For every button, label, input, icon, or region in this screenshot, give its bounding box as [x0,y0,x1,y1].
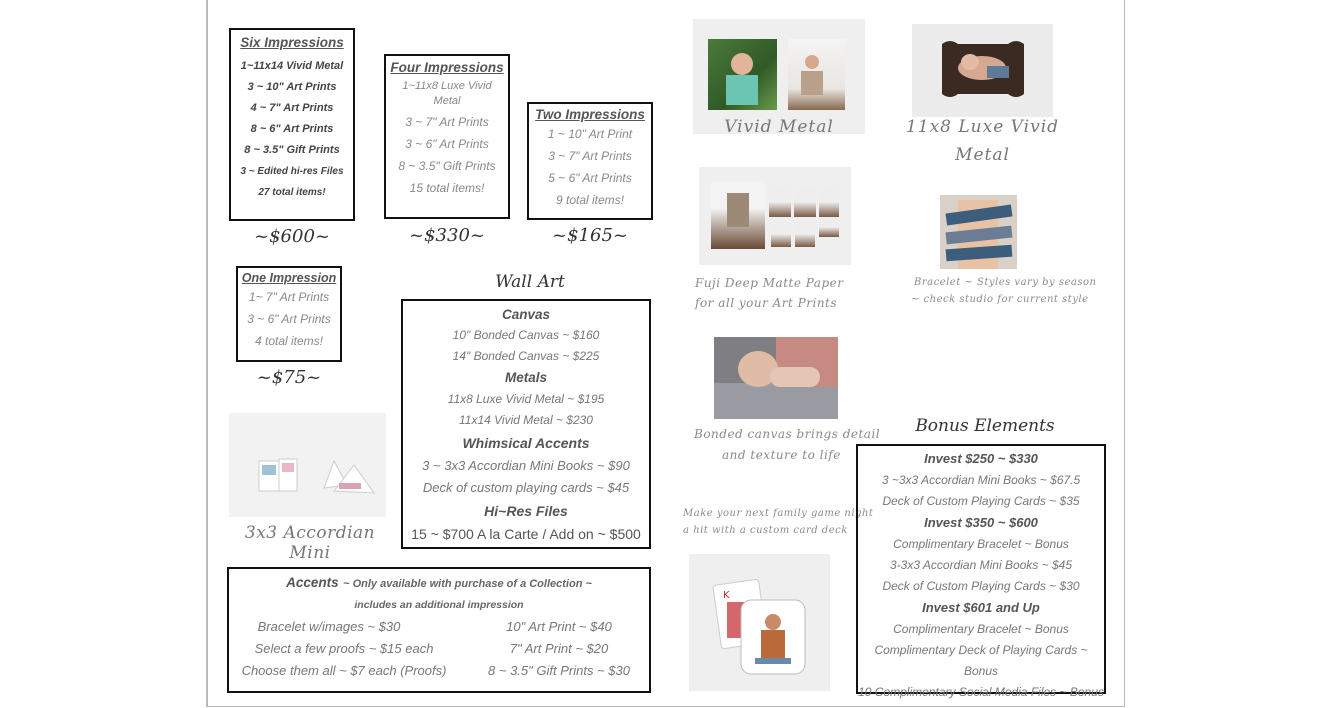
fuji-prints-photo [699,167,851,265]
caption-canvas-1: Bonded canvas brings detail [694,427,881,441]
accents-left-column [239,616,449,682]
collection-one-item: 1~ 7" Art Prints [248,290,330,304]
bonus-line: Complimentary Bracelet ~ Bonus [893,537,1069,551]
bonus-line: 3 ~3x3 Accordian Mini Books ~ $67.5 [881,473,1081,487]
wall-art-section-title: Metals [504,370,548,385]
collection-six-item: 3 ~ 10" Art Prints [247,81,337,93]
collection-four-price: ~$330~ [409,225,485,246]
accents-title: Accents [286,575,339,590]
wall-art-line: 11x14 Vivid Metal ~ $230 [459,413,593,427]
collection-two-item: 1 ~ 10" Art Print [547,127,633,141]
collection-six-price: ~$600~ [254,226,330,247]
collection-two-total: 9 total items! [555,193,625,207]
collection-six-item: 4 ~ 7" Art Prints [250,102,334,114]
accents-item: 8 ~ 3.5" Gift Prints ~ $30 [488,663,630,678]
wall-art-line: 14" Bonded Canvas ~ $225 [452,349,600,363]
bonus-line: Complimentary Deck of Playing Cards ~ Bonus [874,643,1088,678]
bonus-line: Deck of Custom Playing Cards ~ $30 [882,579,1080,593]
collection-two-box [527,102,653,220]
accents-item: Choose them all ~ $7 each (Proofs) [241,663,447,678]
collection-one-total: 4 total items! [254,334,324,348]
wall-art-line: 10" Bonded Canvas ~ $160 [452,328,600,342]
caption-bracelet-2: ~ check studio for current style [911,294,1089,305]
collection-two-item: 5 ~ 6" Art Prints [548,171,632,185]
caption-fuji-1: Fuji Deep Matte Paper [695,276,844,290]
collection-six-item: 1~11x14 Vivid Metal [240,60,344,72]
collection-six-total: 27 total items! [258,187,326,198]
caption-canvas-2: and texture to life [722,448,841,462]
collection-one-price: ~$75~ [256,367,322,388]
collection-six-item: 8 ~ 3.5" Gift Prints [244,144,340,156]
wall-art-line: 11x8 Luxe Vivid Metal ~ $195 [447,392,605,406]
accents-subnote: includes an additional impression [354,599,524,611]
wall-art-line: 3 ~ 3x3 Accordian Mini Books ~ $90 [422,458,630,473]
wall-art-line: 15 ~ $700 A la Carte / Add on ~ $500 [411,526,641,542]
collection-two-price: ~$165~ [552,225,628,246]
svg-text:K: K [723,590,730,601]
collection-one-item: 3 ~ 6" Art Prints [247,312,331,326]
wall-art-line: Deck of custom playing cards ~ $45 [422,480,630,495]
collection-one-box [236,266,342,362]
collection-six-title: Six Impressions [240,35,344,50]
caption-cards-2: a hit with a custom card deck [683,525,848,536]
bonus-box [856,444,1106,699]
accents-item: 10" Art Print ~ $40 [506,619,612,634]
bonus-heading: Bonus Elements [915,416,1055,436]
collection-four-total: 15 total items! [409,181,485,195]
caption-luxe-metal-1: 11x8 Luxe Vivid [905,117,1060,137]
bracelet-photo [940,195,1017,269]
playing-cards-illustration [689,554,830,691]
collection-two-title: Two Impressions [535,107,645,122]
wall-art-box [401,299,651,549]
accordian-book-illustration [229,413,386,517]
bonus-line: Complimentary Bracelet ~ Bonus [893,622,1069,636]
bonus-line: 3-3x3 Accordian Mini Books ~ $45 [890,558,1072,572]
collection-four-item: 8 ~ 3.5" Gift Prints [398,159,496,173]
playing-cards-photo [689,554,830,691]
accents-note: ~ Only available with purchase of a Collection ~ [343,578,592,590]
accents-item: Select a few proofs ~ $15 each [254,641,434,656]
collection-one-title: One Impression [241,271,337,285]
wall-art-heading: Wall Art [495,272,565,292]
bonus-line: 10 Complimentary Social Media Files ~ Bonus [858,685,1104,699]
canvas-photo [714,337,838,419]
collection-six-item: 3 ~ Edited hi-res Files [240,166,344,177]
caption-accordian: 3x3 Accordian Mini [244,523,376,563]
collection-four-box [384,54,510,219]
luxe-metal-photo [912,24,1053,117]
collection-four-title: Four Impressions [390,60,504,75]
collection-six-item: 8 ~ 6" Art Prints [250,123,334,135]
wall-art-section-title: Canvas [501,307,551,322]
bonus-line: Deck of Custom Playing Cards ~ $35 [882,494,1080,508]
luxe-metal-illustration [912,24,1053,117]
caption-cards-1: Make your next family game night [683,508,874,519]
caption-fuji-2: for all your Art Prints [695,296,838,310]
bonus-tier-title: Invest $250 ~ $330 [924,451,1038,466]
collection-four-item: 1~11x8 Luxe Vivid Metal [402,80,492,107]
caption-luxe-metal-2: Metal [955,145,1010,165]
accents-header [229,574,649,592]
accents-item: Bracelet w/images ~ $30 [257,619,401,634]
caption-bracelet-1: Bracelet ~ Styles vary by season [914,277,1097,288]
collection-four-item: 3 ~ 7" Art Prints [405,115,489,129]
accents-right-column [469,616,649,682]
collection-six-box [229,28,355,221]
bonus-tier-title: Invest $350 ~ $600 [924,515,1038,530]
accents-item: 7" Art Print ~ $20 [509,641,609,656]
accents-box [227,567,651,693]
wall-art-section-title: Hi~Res Files [484,503,568,519]
bonus-tier-title: Invest $601 and Up [922,600,1040,615]
wall-art-section-title: Whimsical Accents [462,435,590,451]
collection-four-item: 3 ~ 6" Art Prints [405,137,489,151]
accordian-mini-photo [229,413,386,517]
collection-two-item: 3 ~ 7" Art Prints [548,149,632,163]
caption-vivid-metal: Vivid Metal [724,117,834,137]
